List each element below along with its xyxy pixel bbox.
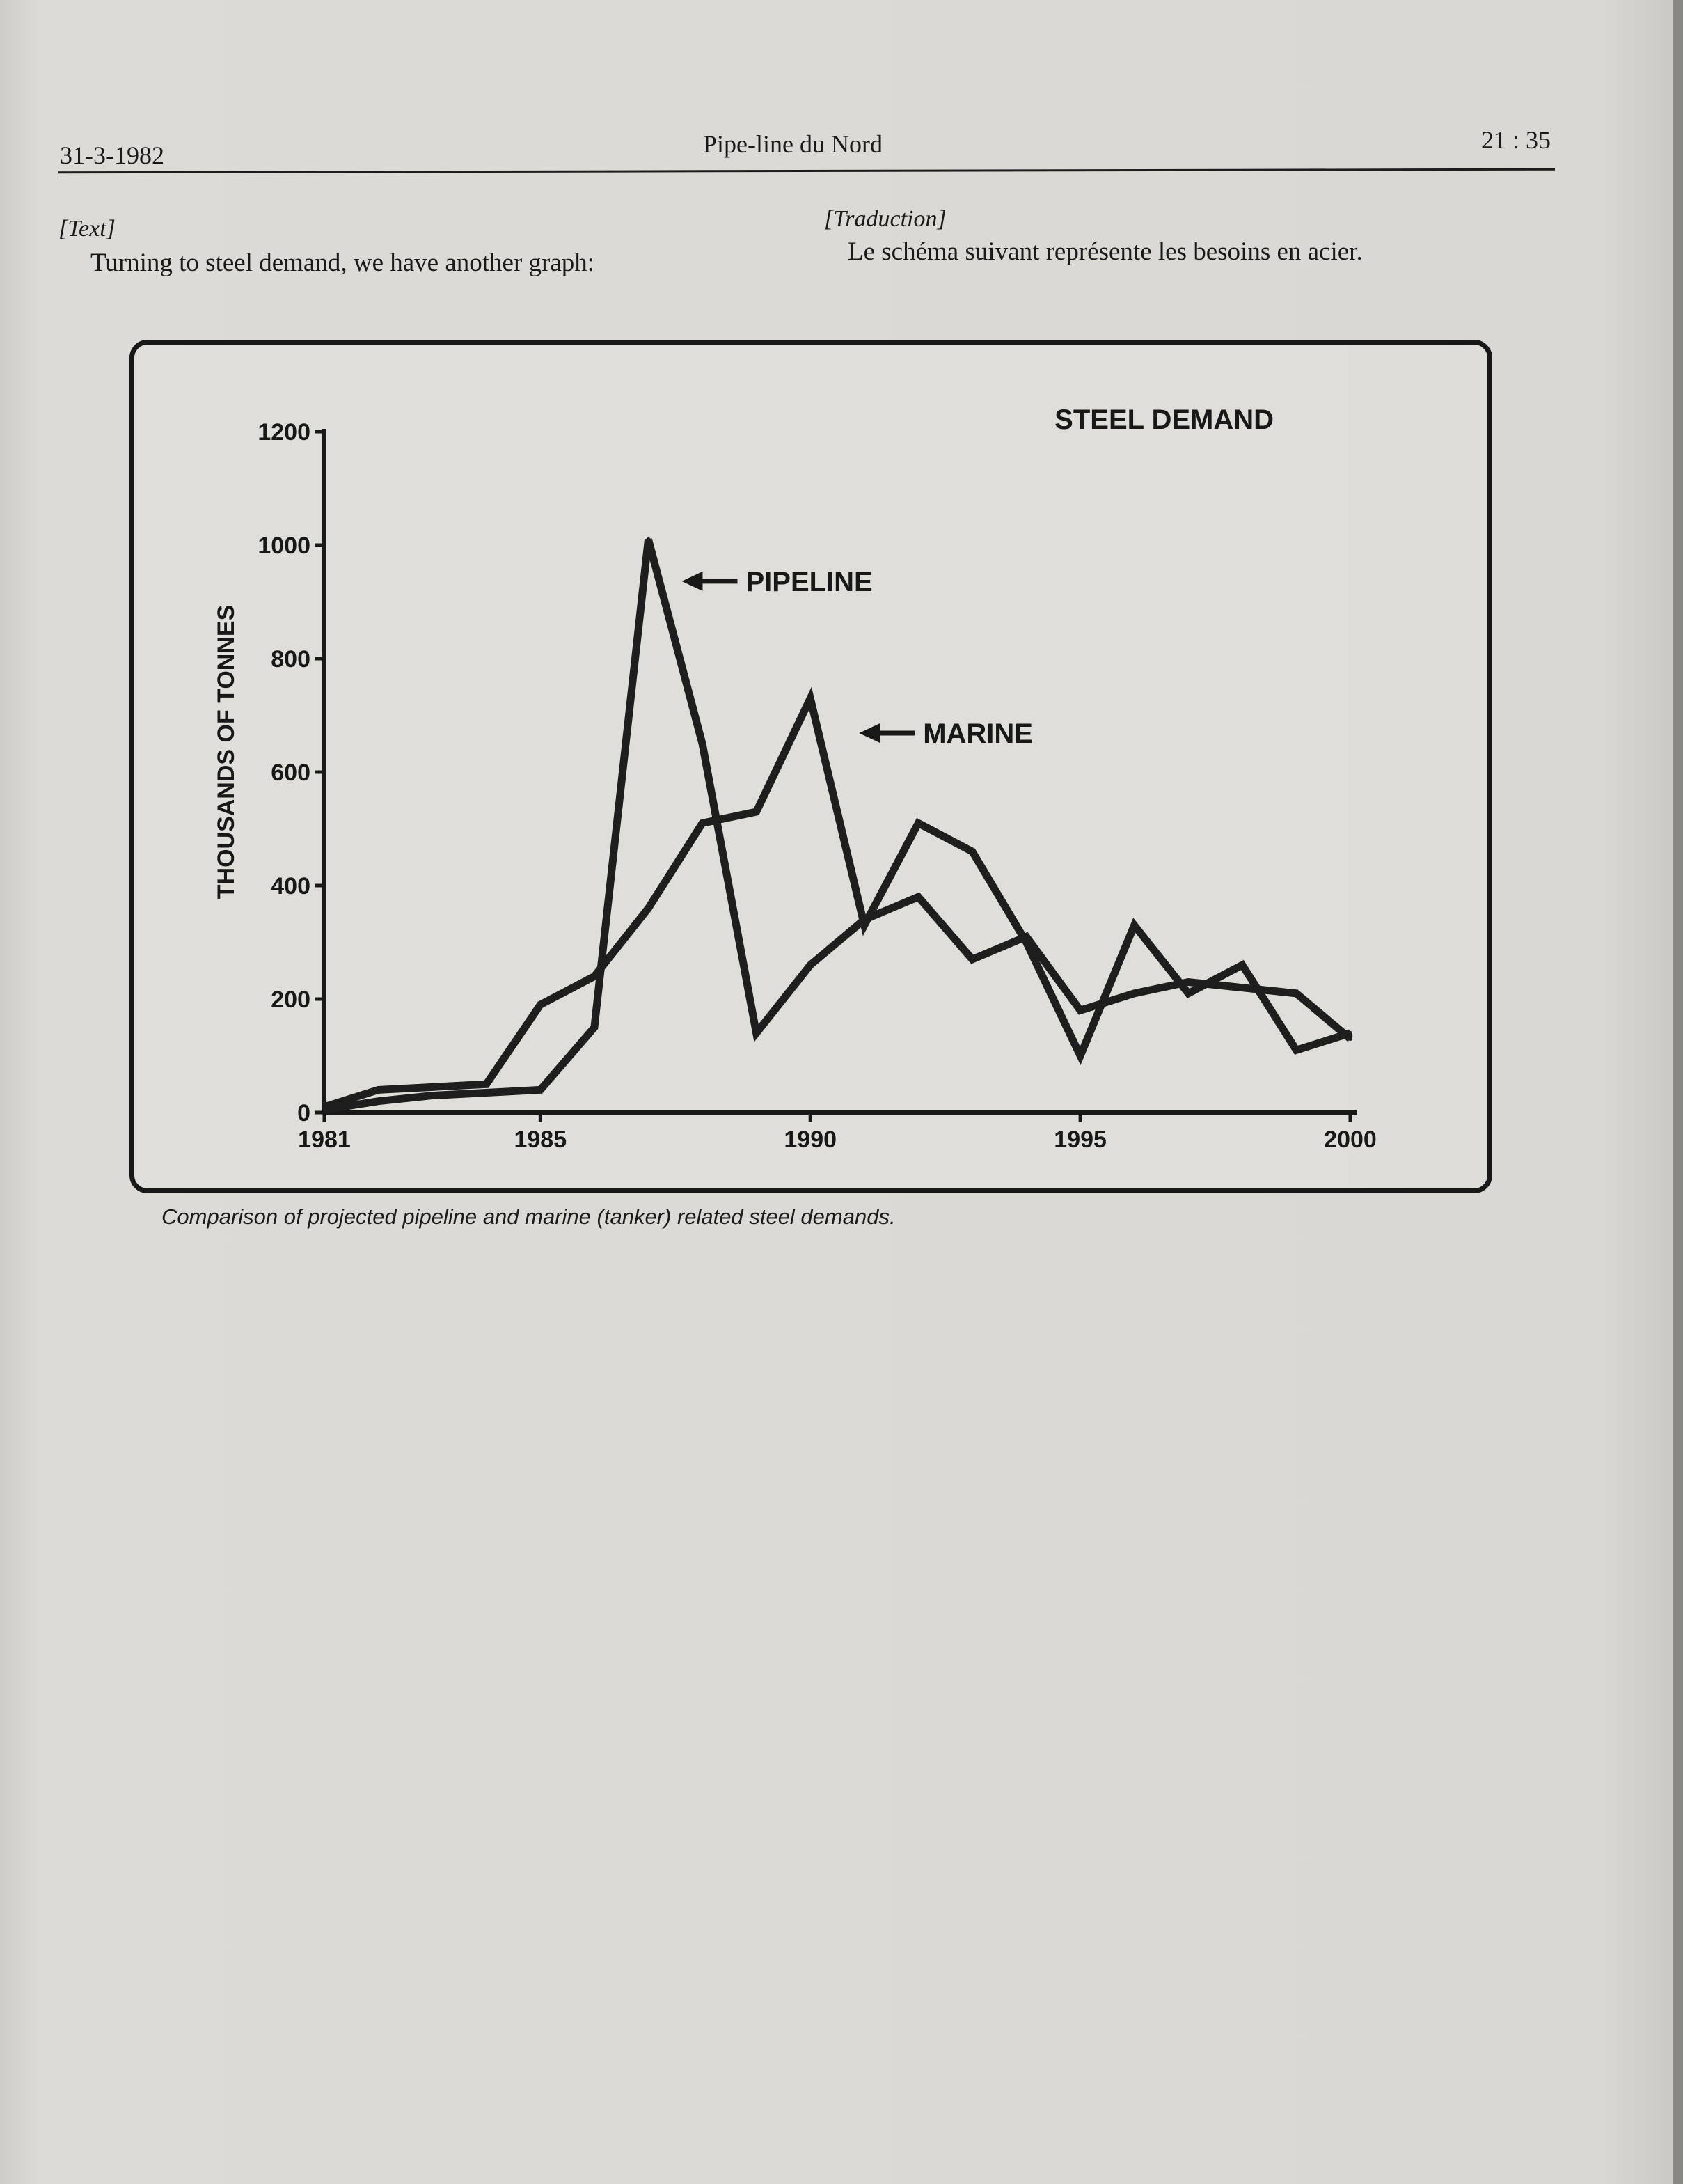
chart-title: STEEL DEMAND (1054, 404, 1274, 435)
annotation-label-marine: MARINE (923, 718, 1033, 750)
x-tick-label: 1995 (1054, 1126, 1107, 1153)
text-label: [Text] (58, 216, 116, 242)
header-date: 31-3-1982 (60, 141, 164, 169)
y-tick-label: 600 (271, 760, 310, 786)
intro-french: Le schéma suivant représente les besoins en acier. (848, 237, 1363, 266)
x-tick-label: 1981 (298, 1126, 351, 1153)
y-tick-label: 400 (271, 873, 310, 899)
figure-caption: Comparison of projected pipeline and marine (tanker) related steel demands. (161, 1204, 896, 1229)
chart-frame (129, 340, 1492, 1193)
y-tick-label: 1000 (258, 533, 310, 559)
x-tick-label: 1990 (784, 1126, 837, 1153)
header-title: Pipe-line du Nord (703, 130, 883, 158)
header-rule (58, 168, 1555, 174)
y-tick-label: 200 (271, 987, 310, 1013)
intro-english: Turning to steel demand, we have another graph: (90, 249, 595, 277)
y-tick-label: 800 (271, 646, 310, 673)
traduction-label: [Traduction] (824, 206, 947, 232)
page-edge (1673, 0, 1683, 2184)
y-tick-label: 1200 (258, 419, 310, 446)
y-axis-label: THOUSANDS OF TONNES (213, 604, 239, 899)
annotation-label-pipeline: PIPELINE (745, 566, 873, 597)
x-tick-label: 1985 (514, 1126, 567, 1153)
y-tick-label: 0 (297, 1100, 310, 1126)
header-page-number: 21 : 35 (1481, 126, 1551, 154)
x-tick-label: 2000 (1324, 1126, 1377, 1153)
